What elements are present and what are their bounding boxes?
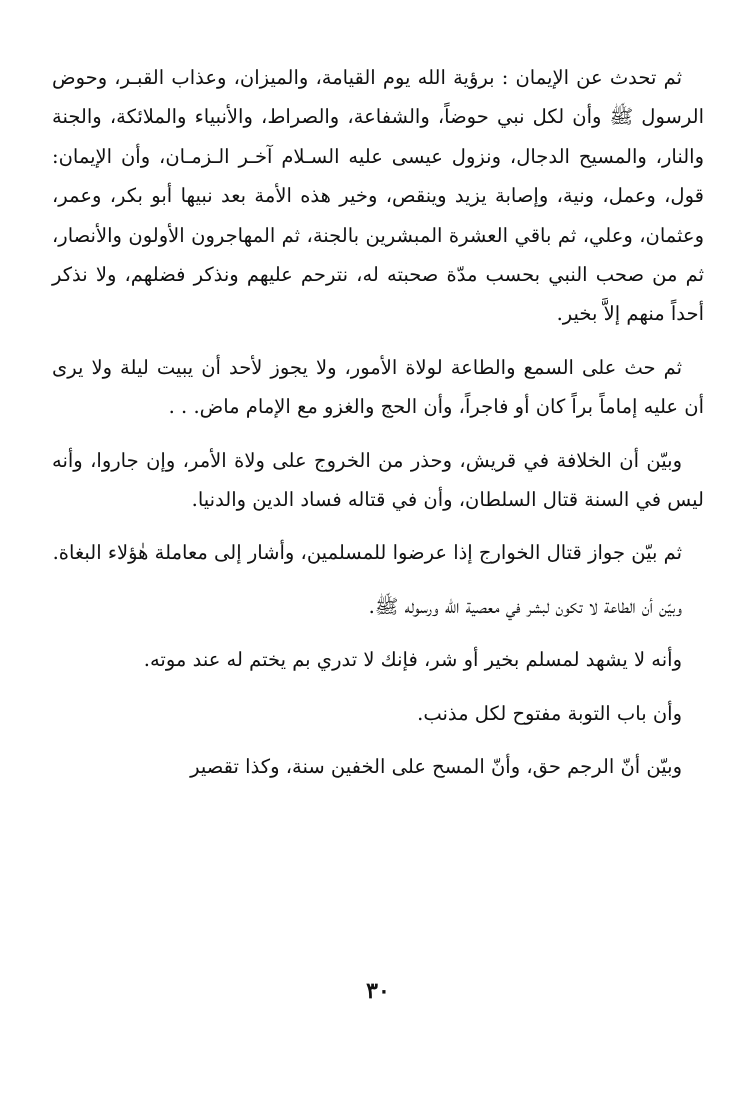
- page-number: ٣٠: [366, 978, 390, 1004]
- paragraph-stoning: وبيّن أنّ الرجم حق، وأنّ المسح على الخفين سنة، وكذا تقصير: [190, 755, 682, 779]
- paragraph-caliphate: وبيّن أن الخلافة في قريش، وحذر من الخروج على ولاة الأمر، وإن جاروا، وأنه ليس في السنة قتال السلطان، وأن في قتاله فساد الدين والدنيا.: [52, 448, 704, 512]
- paragraph-repentance: وأن باب التوبة مفتوح لكل مذنب.: [417, 701, 682, 725]
- paragraph-faith: ثم تحدث عن الإيمان : برؤية الله يوم القيامة، والميزان، وعذاب القبـر، وحوض الرسول ﷺ وأن لكل نبي حوضاً، والشفاعة، والصراط، والأنبياء والملائكة، والجنة والنار، والمسيح الدجال، ونزول عيسى عليه السـلام آخـر الـزمـان، وأن الإيمان: قول، وعمل، ونية، وإصابة يزيد وينقص، وخير هذه الأمة بعد نبيها أبو بكر، وعمر، وعثمان، وعلي، ثم باقي العشرة المبشرين بالجنة، ثم المهاجرون الأولون والأنصار، ثم من صحب النبي بحسب مدّة صحبته له، نترحم عليهم ونذكر فضلهم، ولا نذكر أحداً منهم إلاَّ بخير.: [52, 66, 704, 326]
- paragraph-obedience: ثم حث على السمع والطاعة لولاة الأمور، ولا يجوز لأحد أن يبيت ليلة ولا يرى أن عليه إماماً براً كان أو فاجراً، وأن الحج والغزو مع الإمام ماض. . .: [52, 355, 704, 419]
- paragraph-khawarij: ثم بيّن جواز قتال الخوارج إذا عرضوا للمسلمين، وأشار إلى معاملة هٰؤلاء البغاة.: [52, 541, 682, 565]
- page-body: [52, 58, 704, 801]
- paragraph-no-obedience-in-sin: وبيّن أن الطاعة لا تكون لبشر في معصية الله ورسوله ﷺ.: [368, 594, 682, 618]
- paragraph-no-testimony: وأنه لا يشهد لمسلم بخير أو شر، فإنك لا تدري بم يختم له عند موته.: [143, 648, 682, 672]
